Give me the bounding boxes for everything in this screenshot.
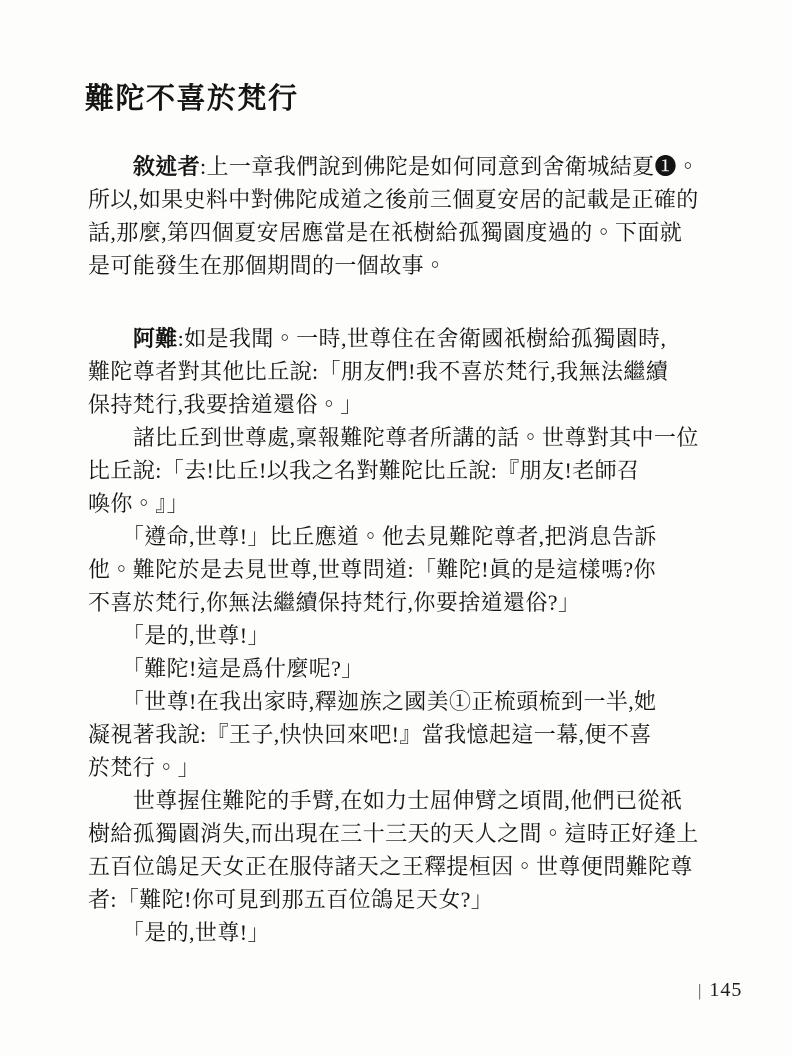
text-line: 「是的,世尊!」 xyxy=(132,623,270,648)
text-line: 世尊握住難陀的手臂,在如力士屈伸臂之頃間,他們已從祇 xyxy=(132,788,683,813)
paragraph xyxy=(88,322,722,421)
text-line: 是可能發生在那個期間的一個故事。 xyxy=(88,253,447,278)
paragraph xyxy=(88,784,722,916)
paragraph xyxy=(88,150,722,282)
text-line: 敘述者:上一章我們說到佛陀是如何同意到舍衛城結夏❶。 xyxy=(132,154,700,179)
footer-separator: | xyxy=(698,981,702,1000)
speaker-name: 敘述者 xyxy=(132,154,201,179)
paragraph xyxy=(88,520,722,619)
page-number: 145 xyxy=(709,979,743,1001)
text-line: 喚你。』」 xyxy=(88,491,190,516)
text-line: 樹給孤獨園消失,而出現在三十三天的天人之間。這時正好逢上 xyxy=(88,821,699,846)
text-line: 不喜於梵行,你無法繼續保持梵行,你要捨道還俗?」 xyxy=(88,590,581,615)
text-line: 「世尊!在我出家時,釋迦族之國美①正梳頭梳到一半,她 xyxy=(132,689,657,714)
page-footer xyxy=(698,979,742,1002)
paragraph xyxy=(88,619,722,652)
text-line: 「難陀!這是爲什麼呢?」 xyxy=(132,656,364,681)
paragraph xyxy=(88,652,722,685)
text-line: 所以,如果史料中對佛陀成道之後前三個夏安居的記載是正確的 xyxy=(88,187,699,212)
text-line: 話,那麼,第四個夏安居應當是在祇樹給孤獨園度過的。下面就 xyxy=(88,220,683,245)
paragraph xyxy=(88,685,722,784)
text-line: 比丘說:「去!比丘!以我之名對難陀比丘說:『朋友!老師召 xyxy=(88,458,640,483)
chapter-title: 難陀不喜於梵行 xyxy=(85,83,299,115)
text-line: 他。難陀於是去見世尊,世尊問道:「難陀!眞的是這樣嗎?你 xyxy=(88,557,656,582)
text-line: 諸比丘到世尊處,稟報難陀尊者所講的話。世尊對其中一位 xyxy=(132,425,699,450)
text-line: 保持梵行,我要捨道還俗。」 xyxy=(88,392,363,417)
text-line: 者:「難陀!你可見到那五百位鴿足天女?」 xyxy=(88,887,494,912)
speaker-name: 阿難 xyxy=(132,326,178,351)
text-line: 「是的,世尊!」 xyxy=(132,920,270,945)
text-line: 「遵命,世尊!」比丘應道。他去見難陀尊者,把消息告訴 xyxy=(132,524,657,549)
text-line: 阿難:如是我聞。一時,世尊住在舍衛國祇樹給孤獨園時, xyxy=(132,326,667,351)
text-line: 於梵行。」 xyxy=(88,755,201,780)
paragraph xyxy=(88,916,722,949)
body-text xyxy=(88,150,722,949)
text-line: 五百位鴿足天女正在服侍諸天之王釋提桓因。世尊便問難陀尊 xyxy=(88,854,693,879)
text-line: 凝視著我說:『王子,快快回來吧!』當我憶起這一幕,便不喜 xyxy=(88,722,652,747)
paragraph xyxy=(88,421,722,520)
text-line: 難陀尊者對其他比丘說:「朋友們!我不喜於梵行,我無法繼續 xyxy=(88,359,669,384)
